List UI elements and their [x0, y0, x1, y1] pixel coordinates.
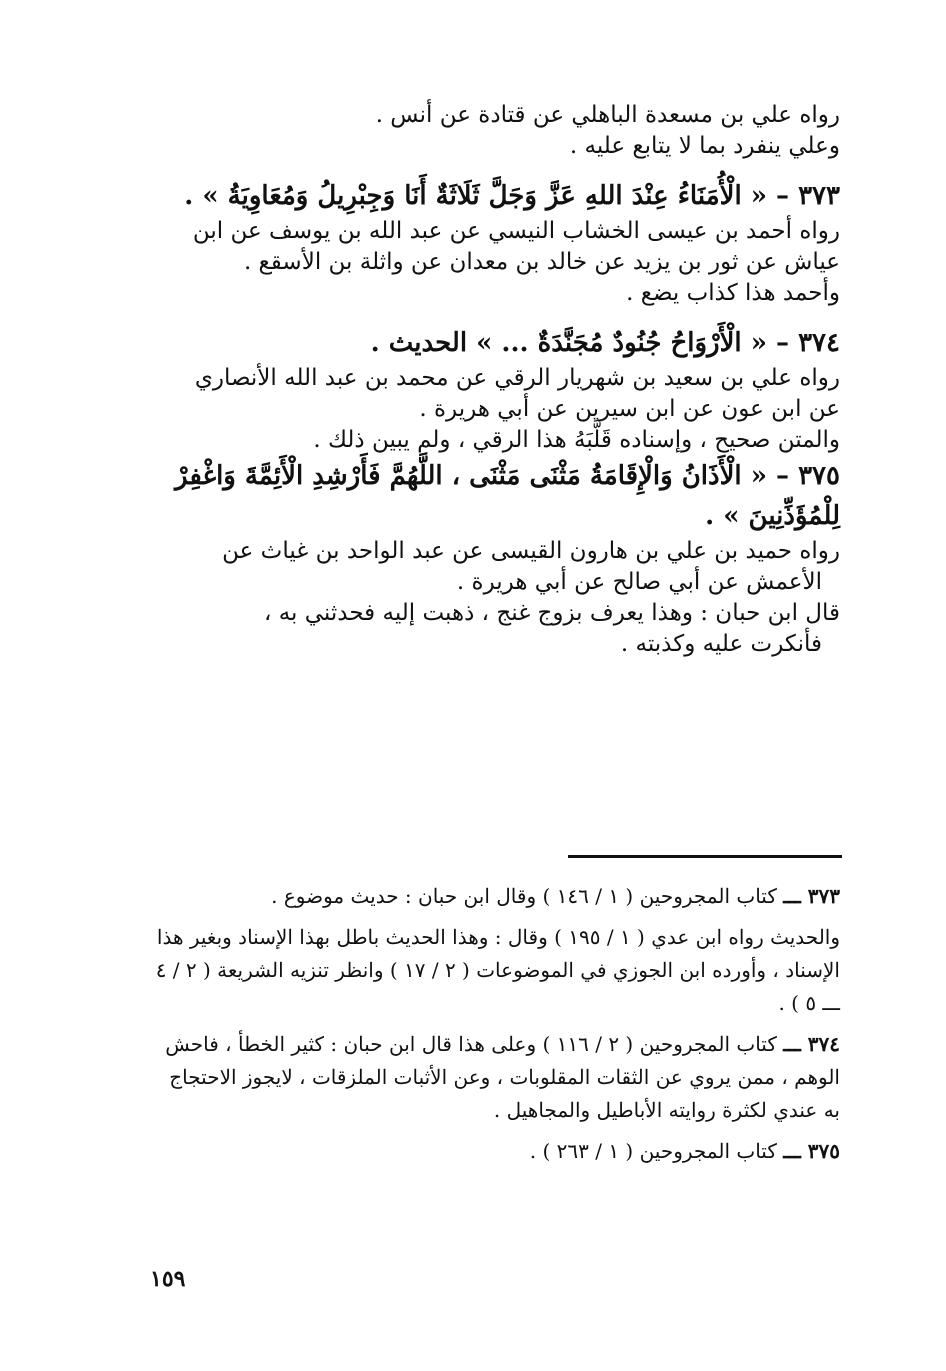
- hadith-number: ٣٧٣ –: [776, 181, 840, 211]
- text-line: وأحمد هذا كذاب يضع .: [626, 280, 840, 306]
- text-line: عياش عن ثور بن يزيد عن خالد بن معدان عن واثلة بن الأسقع .: [243, 249, 840, 275]
- footnote-ref: ٣٧٥ ـــ: [783, 1139, 840, 1163]
- hadith-number: ٣٧٥ –: [776, 461, 840, 491]
- page-number: ١٥٩: [150, 1266, 186, 1292]
- text-line: رواه أحمد بن عيسى الخشاب النيسي عن عبد الله بن يوسف عن ابن: [192, 218, 840, 244]
- text-line: رواه حميد بن علي بن هارون القيسى عن عبد الواحد بن غياث عن: [222, 538, 840, 564]
- text-line: عن ابن عون عن ابن سيرين عن أبي هريرة .: [419, 396, 840, 422]
- text-line: رواه علي بن سعيد بن شهريار الرقي عن محمد بن عبد الله الأنصاري: [194, 365, 840, 391]
- footnote-text: كتاب المجروحين ( ٢ / ١١٦ ) وعلى هذا قال ابن حبان : كثير الخطأ ، فاحش الوهم ، ممن يروي عن الثقات المقلوبات ، وعن الأثبات الملزقات ، لايجوز الاحتجاج به عندي لكثرة روايته الأباطيل والمجاهيل .: [165, 1032, 840, 1122]
- main-text: [150, 100, 840, 660]
- footnote-ref: ٣٧٣ ـــ: [783, 884, 840, 908]
- footnote-separator: [568, 855, 842, 858]
- hadith-text: « الْأُمَنَاءُ عِنْدَ اللهِ عَزَّ وَجَلَّ ثَلَاثَةٌ أَنَا وَجِبْرِيلُ وَمُعَاوِيَةُ » .: [184, 181, 767, 211]
- hadith-text: « الْأَذَانُ وَالْإِقَامَةُ مَثْنَى مَثْنَى ، اللَّهُمَّ فَأَرْشِدِ الْأَئِمَّةَ وَاغْفِرْ لِلْمُؤَذِّنِينَ » .: [174, 461, 840, 531]
- footnote-text: كتاب المجروحين ( ١ / ١٤٦ ) وقال ابن حبان : حديث موضوع .: [271, 884, 777, 908]
- hadith-text: « الْأَرْوَاحُ جُنُودٌ مُجَنَّدَةٌ ... » الحديث .: [370, 328, 767, 358]
- footnote-text: والحديث رواه ابن عدي ( ١ / ١٩٥ ) وقال : وهذا الحديث باطل بهذا الإسناد وبغير هذا الإسناد ، وأورده ابن الجوزي في الموضوعات ( ٢ / ١٧ ) وانظر تنزيه الشريعة ( ٢ / ٤ ـــ ٥ ) .: [155, 925, 840, 1015]
- hadith-heading-374: [150, 323, 840, 363]
- footnote-text: كتاب المجروحين ( ١ / ٢٦٣ ) .: [529, 1139, 777, 1163]
- text-line: والمتن صحيح ، وإسناده قَلَّبَهُ هذا الرقي ، ولم يبين ذلك .: [313, 427, 840, 453]
- footnote: [150, 1135, 840, 1168]
- hadith-number: ٣٧٤ –: [776, 328, 840, 358]
- footnote: [150, 1028, 840, 1127]
- text-line: رواه علي بن مسعدة الباهلي عن قتادة عن أنس .: [375, 102, 840, 128]
- footnote: [150, 921, 840, 1020]
- text-line: قال ابن حبان : وهذا يعرف بزوج غنج ، ذهبت إليه فحدثني به ،: [263, 600, 840, 626]
- hadith-heading-375: [150, 456, 840, 536]
- hadith-heading-373: [150, 176, 840, 216]
- footnote-ref: ٣٧٤ ـــ: [783, 1032, 840, 1056]
- spacer: [150, 162, 840, 176]
- text-line: الأعمش عن أبي صالح عن أبي هريرة .: [456, 569, 822, 595]
- text-line: وعلي ينفرد بما لا يتابع عليه .: [569, 133, 840, 159]
- footnotes: [150, 880, 840, 1176]
- spacer: [150, 309, 840, 323]
- text-line: فأنكرت عليه وكذبته .: [620, 631, 822, 657]
- footnote: [150, 880, 840, 913]
